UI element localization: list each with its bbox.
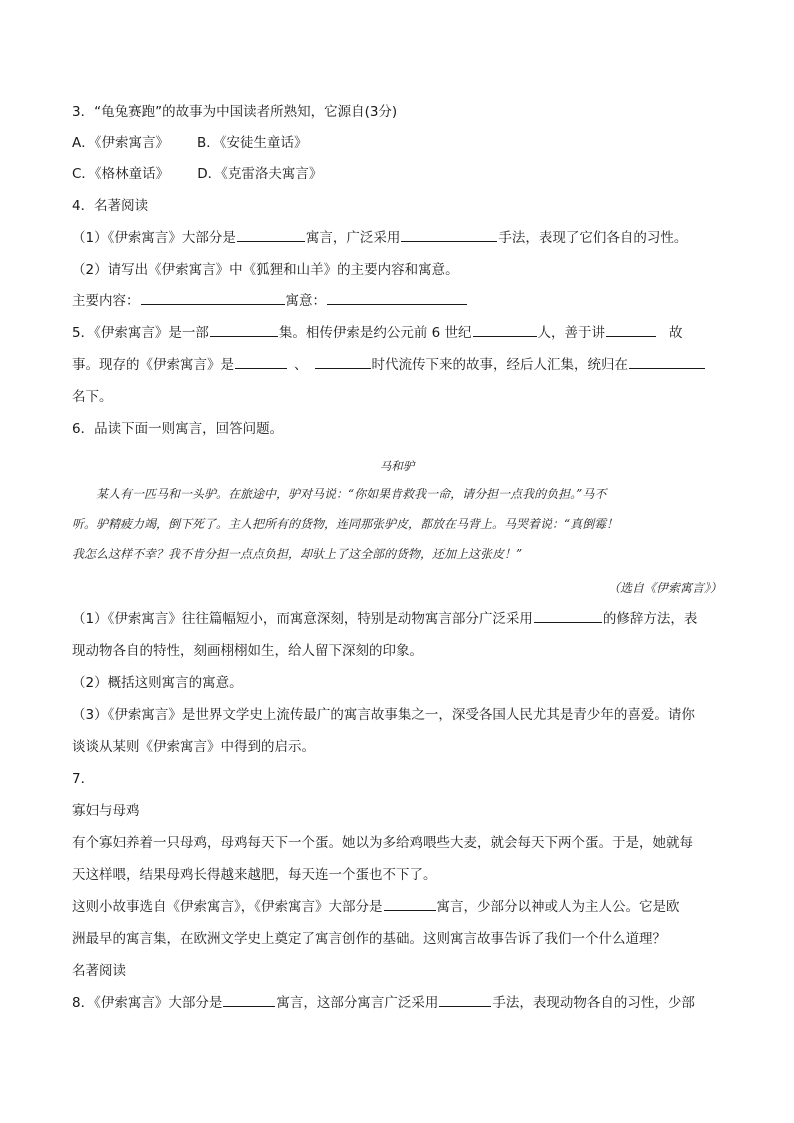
answer-blank[interactable] xyxy=(473,323,537,337)
story-line: 我怎么这样不幸？我不肯分担一点点负担，却驮上了这全部的货物，还加上这张皮！” xyxy=(72,547,523,561)
q7-text-b: 寓言，少部分以神或人为主人公。它是欧 xyxy=(436,899,680,915)
q6-sub2: （2）概括这则寓言的寓意。 xyxy=(72,675,243,691)
q5-text-b: 集。相传伊索是约公元前 6 世纪 xyxy=(278,325,472,341)
q5-text-g: 时代流传下来的故事，经后人汇集，统归在 xyxy=(371,357,628,373)
q4-sub1 xyxy=(72,228,687,248)
story-line: 某人有一匹马和一头驴。在旅途中，驴对马说：“你如果肯救我一命，请分担一点我的负担。”马不 xyxy=(96,487,607,501)
q7-question-cont: 洲最早的寓言集，在欧洲文学史上奠定了寓言创作的基础。这则寓言故事告诉了我们一个什么道理？ xyxy=(72,931,666,947)
q6-sub1-text-a: （1）《伊索寓言》往往篇幅短小，而寓意深刻，特别是动物寓言部分广泛采用 xyxy=(72,611,533,627)
story-source: （选自《伊索寓言》） xyxy=(607,581,722,595)
story-text xyxy=(72,479,722,569)
answer-blank[interactable] xyxy=(237,228,305,242)
q7-question-line xyxy=(72,897,680,917)
q8-text-b: 寓言，这部分寓言广泛采用 xyxy=(276,995,439,1011)
q5-line1 xyxy=(72,323,683,343)
answer-blank[interactable] xyxy=(629,355,705,369)
answer-blank[interactable] xyxy=(384,897,436,911)
q6-sub1 xyxy=(72,609,697,629)
q4-sub1-text-a: （1）《伊索寓言》大部分是 xyxy=(72,230,236,246)
q5-text-a: 5．《伊索寓言》是一部 xyxy=(72,325,209,341)
q7-para-line: 有个寡妇养着一只母鸡，母鸡每天下一个蛋。她以为多给鸡喂些大麦，就会每天下两个蛋。于是，她就每 xyxy=(72,835,693,851)
q6-sub1-cont: 现动物各自的特性，刻画栩栩如生，给人留下深刻的印象。 xyxy=(72,643,423,659)
q8-line1 xyxy=(72,993,695,1013)
story-title: 马和驴 xyxy=(379,459,415,473)
q8-text-c: 手法，表现动物各自的习性，少部 xyxy=(492,995,695,1011)
q8-text-a: 8．《伊索寓言》大部分是 xyxy=(72,995,223,1011)
main-content-label: 主要内容： xyxy=(72,293,140,309)
q3-options-row2 xyxy=(72,164,322,184)
answer-blank[interactable] xyxy=(534,609,602,623)
answer-blank[interactable] xyxy=(315,355,371,369)
q5-text-c: 人，善于讲 xyxy=(537,325,606,341)
q4-sub1-text-c: 手法，表现了它们各自的习性。 xyxy=(498,230,688,246)
story-line: 听。驴精疲力竭，倒下死了。主人把所有的货物，连同那张驴皮，都放在马背上。马哭着说：“真倒霉！ xyxy=(72,517,619,531)
q6-sub3-cont: 谈谈从某则《伊索寓言》中得到的启示。 xyxy=(72,739,315,755)
q3-option-c[interactable]: C．《格林童话》 xyxy=(72,166,170,182)
q7-text-a: 这则小故事选自《伊索寓言》，《伊索寓言》大部分是 xyxy=(72,899,383,915)
q6-heading: 6．品读下面一则寓言，回答问题。 xyxy=(72,421,284,437)
moral-label: 寓意： xyxy=(285,293,326,309)
answer-blank[interactable] xyxy=(439,993,491,1007)
q5-text-f: 、 xyxy=(294,357,308,373)
q4-sub1-text-b: 寓言，广泛采用 xyxy=(305,230,401,246)
q5-line3: 名下。 xyxy=(72,389,113,405)
q4-heading: 4．名著阅读 xyxy=(72,198,149,214)
main-content-blank[interactable] xyxy=(141,291,285,305)
q5-text-e: 事。现存的《伊索寓言》是 xyxy=(72,357,234,373)
q3-stem: 3．“龟兔赛跑”的故事为中国读者所熟知，它源自(3分) xyxy=(72,104,398,120)
q5-text-d: 故 xyxy=(669,325,683,341)
q7-number: 7． xyxy=(72,771,95,787)
q7-section-label: 名著阅读 xyxy=(72,963,126,979)
q7-title: 寡妇与母鸡 xyxy=(72,803,140,819)
q4-sub2-answer xyxy=(72,291,468,311)
answer-blank[interactable] xyxy=(606,323,656,337)
q3-option-d[interactable]: D．《克雷洛夫寓言》 xyxy=(197,166,323,182)
q3-option-a[interactable]: A．《伊索寓言》 xyxy=(72,135,169,151)
answer-blank[interactable] xyxy=(235,355,287,369)
q5-line2 xyxy=(72,355,706,375)
q3-options-row1 xyxy=(72,133,308,153)
answer-blank[interactable] xyxy=(401,228,497,242)
q6-sub1-text-b: 的修辞方法，表 xyxy=(602,611,698,627)
answer-blank[interactable] xyxy=(223,993,275,1007)
moral-blank[interactable] xyxy=(327,291,467,305)
answer-blank[interactable] xyxy=(210,323,278,337)
q6-sub3: （3）《伊索寓言》是世界文学史上流传最广的寓言故事集之一，深受各国人民尤其是青少年的喜爱。请你 xyxy=(72,707,695,723)
q3-option-b[interactable]: B．《安徒生童话》 xyxy=(197,135,308,151)
q7-para-line: 天这样喂，结果母鸡长得越来越肥，每天连一个蛋也不下了。 xyxy=(72,867,437,883)
q4-sub2: （2）请写出《伊索寓言》中《狐狸和山羊》的主要内容和寓意。 xyxy=(72,262,459,278)
